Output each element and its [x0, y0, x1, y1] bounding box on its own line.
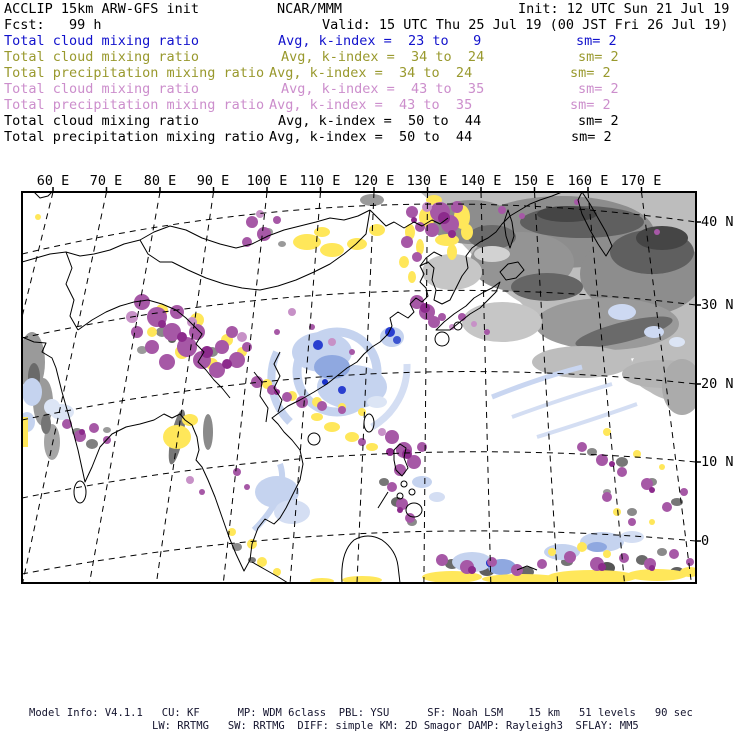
legend-smoothing: sm= 2: [578, 113, 619, 129]
legend-row: [0, 113, 740, 129]
legend-smoothing: sm= 2: [571, 129, 612, 145]
x-tick-label: 120 E: [353, 173, 395, 189]
y-tick-label: 20 N: [701, 376, 734, 392]
x-tick-label: 140 E: [460, 173, 502, 189]
valid-time: Valid: 15 UTC Thu 25 Jul 19 (00 JST Fri 26 Jul 19): [322, 17, 729, 33]
y-tick-label: 30 N: [701, 297, 734, 313]
header-line-1: [0, 1, 740, 17]
model-config-line-2: LW: RRTMG SW: RRTMG DIFF: simple KM: 2D Smagor DAMP: Rayleigh3 SFLAY: MM5: [152, 720, 639, 732]
x-tick-label: 100 E: [246, 173, 288, 189]
legend-row: [0, 65, 740, 81]
legend-kindex: Avg, k-index = 50 to 44: [278, 113, 482, 129]
legend-smoothing: sm= 2: [570, 97, 611, 113]
y-tick-label: 0: [701, 533, 710, 549]
legend-kindex: Avg, k-index = 43 to 35: [281, 81, 485, 97]
legend-row: [0, 33, 740, 49]
x-tick-label: 70 E: [89, 173, 123, 189]
legend-label: Total cloud mixing ratio: [4, 33, 200, 49]
x-tick-label: 150 E: [513, 173, 555, 189]
legend-kindex: Avg, k-index = 23 to 9: [278, 33, 482, 49]
legend-smoothing: sm= 2: [578, 49, 619, 65]
legend-row: [0, 129, 740, 145]
legend-smoothing: sm= 2: [578, 81, 619, 97]
legend-label: Total cloud mixing ratio: [4, 113, 200, 129]
legend-label: Total precipitation mixing ratio: [4, 129, 265, 145]
legend-row: [0, 81, 740, 97]
y-tick-label: 10 N: [701, 454, 734, 470]
x-tick-label: 160 E: [567, 173, 609, 189]
legend-smoothing: sm= 2: [576, 33, 617, 49]
legend-row: [0, 49, 740, 65]
map-canvas: [14, 184, 706, 591]
x-tick-label: 110 E: [299, 173, 341, 189]
init-time: Init: 12 UTC Sun 21 Jul 19: [518, 1, 730, 17]
x-tick-label: 60 E: [36, 173, 70, 189]
legend-kindex: Avg, k-index = 34 to 24: [281, 49, 485, 65]
legend-label: Total cloud mixing ratio: [4, 49, 200, 65]
org-label: NCAR/MMM: [277, 1, 343, 17]
x-tick-label: 170 E: [620, 173, 662, 189]
header-line-2: [0, 17, 740, 33]
x-tick-label: 80 E: [143, 173, 177, 189]
forecast-hour: Fcst: 99 h: [4, 17, 102, 33]
legend-smoothing: sm= 2: [570, 65, 611, 81]
legend-kindex: Avg, k-index = 50 to 44: [269, 129, 473, 145]
model-config-line-1: Model Info: V4.1.1 CU: KF MP: WDM 6class PBL: YSU SF: Noah LSM 15 km 51 levels 90 sec: [29, 707, 693, 719]
legend-label: Total precipitation mixing ratio: [4, 65, 265, 81]
legend-label: Total precipitation mixing ratio: [4, 97, 265, 113]
legend-kindex: Avg, k-index = 34 to 24: [269, 65, 473, 81]
x-tick-label: 90 E: [196, 173, 230, 189]
plot-title: ACCLIP 15km ARW-GFS init: [4, 1, 200, 17]
x-tick-label: 130 E: [406, 173, 448, 189]
legend-row: [0, 97, 740, 113]
legend-kindex: Avg, k-index = 43 to 35: [269, 97, 473, 113]
legend-label: Total cloud mixing ratio: [4, 81, 200, 97]
y-tick-label: 40 N: [701, 214, 734, 230]
